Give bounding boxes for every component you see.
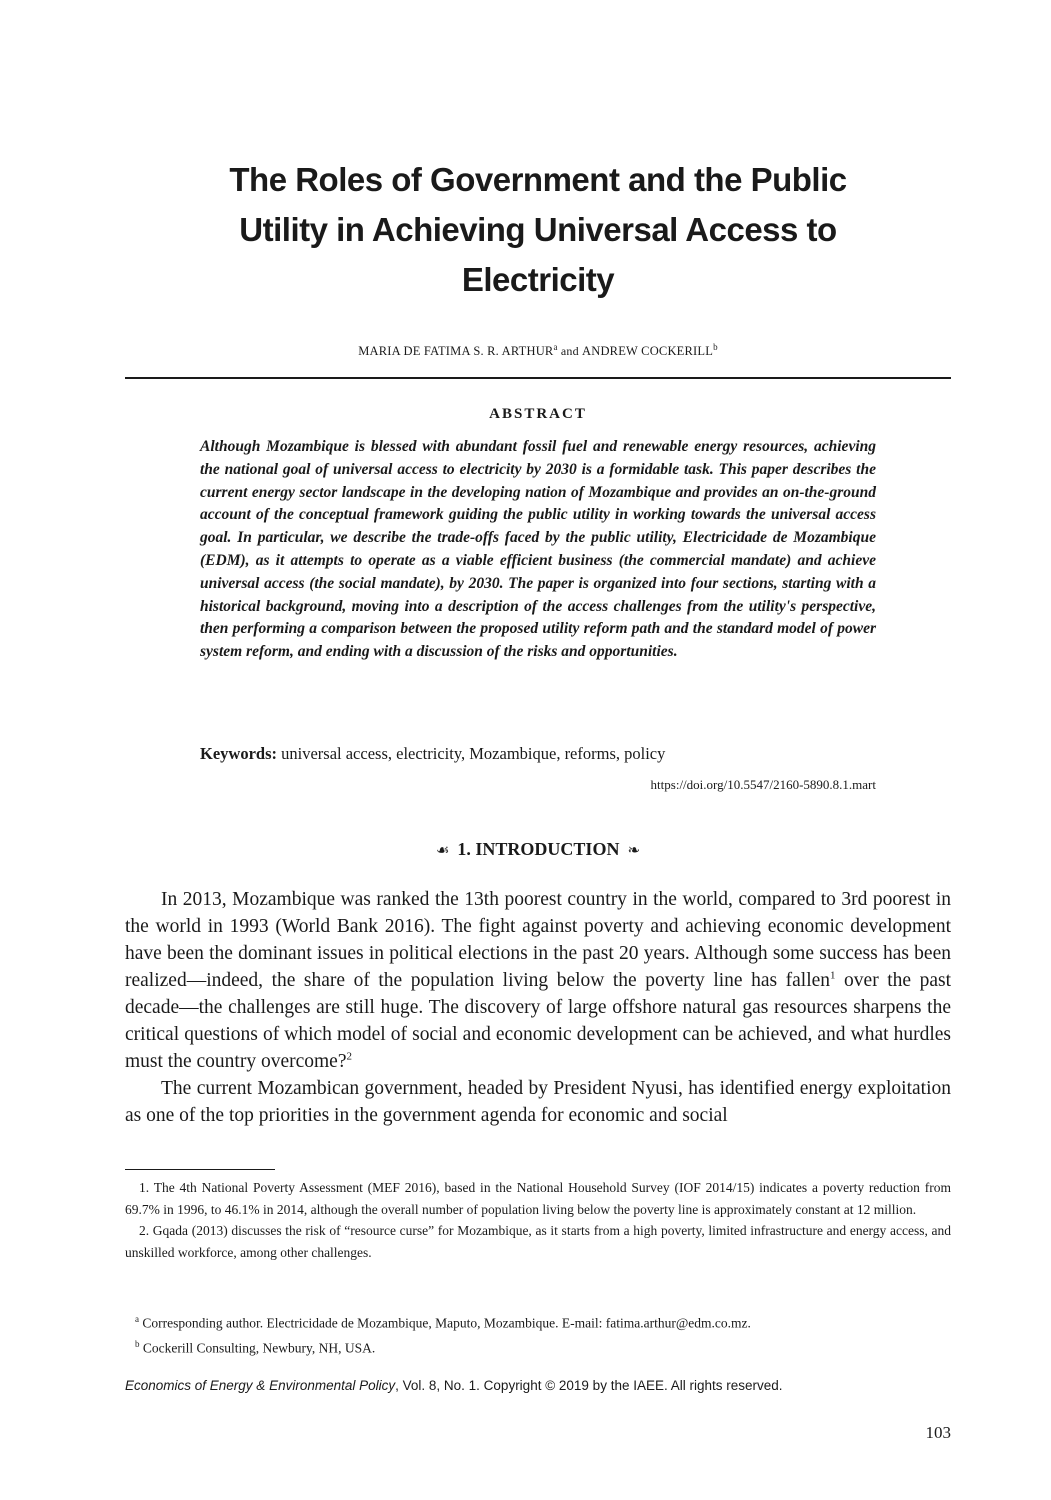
affiliation-b-text: Cockerill Consulting, Newbury, NH, USA. xyxy=(139,1340,376,1355)
affiliation-a-mark: a xyxy=(135,1314,139,1324)
journal-name: Economics of Energy & Environmental Policy xyxy=(125,1378,396,1393)
footnote-ref-2[interactable]: 2 xyxy=(346,1050,352,1063)
keywords-line xyxy=(200,744,876,764)
title-line-3: Electricity xyxy=(461,261,615,298)
journal-details: , Vol. 8, No. 1. Copyright © 2019 by the IAEE. All rights reserved. xyxy=(395,1378,783,1393)
keywords-text: universal access, electricity, Mozambique, reforms, policy xyxy=(277,744,666,763)
ornament-left-icon: ☙ xyxy=(435,843,450,859)
footnote-ref-1[interactable]: 1 xyxy=(830,969,836,982)
footnote-2: 2. Gqada (2013) discusses the risk of “resource curse” for Mozambique, as it starts from a high poverty, limited infrastructure and energy access, and unskilled workforce, among other challenges. xyxy=(125,1223,951,1260)
author-2-name: ANDREW COCKERILL xyxy=(582,344,714,359)
affiliation-a xyxy=(125,1309,951,1334)
author-2-mark: b xyxy=(713,342,718,352)
title-line-1: The Roles of Government and the Public xyxy=(229,161,847,198)
author-1-name: MARIA DE FATIMA S. R. ARTHUR xyxy=(358,344,554,359)
paragraph-1 xyxy=(125,886,951,1075)
author-line xyxy=(125,342,951,359)
section-title: 1. INTRODUCTION xyxy=(457,839,620,859)
affiliation-b-mark: b xyxy=(135,1338,140,1349)
page-number: 103 xyxy=(925,1423,951,1442)
body-text xyxy=(125,886,951,1129)
header-rule xyxy=(125,377,951,379)
footnote-1: 1. The 4th National Poverty Assessment (MEF 2016), based in the National Household Survey (IOF 2014/15) indicates a poverty reduction from 69.7% in 1996, to 46.1% in 2014, although the overall number of population living below the poverty line is approximately constant at 12 million. xyxy=(125,1180,951,1217)
paragraph-2: The current Mozambican government, headed by President Nyusi, has identified energy exploitation as one of the top priorities in the government agenda for economic and social xyxy=(125,1078,951,1126)
paragraph-1-part-a: In 2013, Mozambique was ranked the 13th poorest country in the world, compared to 3rd poorest in the world in 1993 (World Bank 2016). The fight against poverty and achieving economic development have been the dominant issues in political elections in the past 20 years. Although some success has been realized—indeed, the share of the population living below the poverty line has fallen xyxy=(125,889,951,991)
abstract-body: Although Mozambique is blessed with abundant fossil fuel and renewable energy resources, achieving the national goal of universal access to electricity by 2030 is a formidable task. This paper describes the current energy sector landscape in the developing nation of Mozambique and provides an on-the-ground account of the conceptual framework guiding the public utility in working towards the universal access goal. In particular, we describe the trade-offs faced by the public utility, Electricidade de Mozambique (EDM), as it attempts to operate as a viable efficient business (the commercial mandate) and achieve universal access (the social mandate), by 2030. The paper is organized into four sections, starting with a historical background, moving into a description of the access challenges from the utility's perspective, then performing a comparison between the proposed utility reform path and the standard model of power system reform, and ending with a discussion of the risks and opportunities. xyxy=(200,438,876,661)
section-heading xyxy=(125,839,951,860)
doi-link[interactable]: https://doi.org/10.5547/2160-5890.8.1.mart xyxy=(650,777,876,792)
footnote-rule xyxy=(125,1169,275,1170)
paragraph-1-part-b: over the past decade—the challenges are still huge. The discovery of large offshore natural gas resources sharpens the critical questions of which model of social and economic development can be achieved, and what hurdles must the country overcome? xyxy=(125,970,951,1072)
author-joiner: and xyxy=(557,344,582,359)
affiliation-b xyxy=(125,1334,951,1359)
affiliations xyxy=(125,1309,951,1358)
keywords-label: Keywords: xyxy=(200,744,277,763)
author-1-mark: a xyxy=(553,342,558,352)
abstract-heading: ABSTRACT xyxy=(489,406,587,422)
journal-citation xyxy=(125,1378,951,1393)
ornament-right-icon: ❧ xyxy=(627,843,641,859)
footnotes xyxy=(125,1177,951,1263)
title-line-2: Utility in Achieving Universal Access to xyxy=(239,211,837,248)
affiliation-a-text: Corresponding author. Electricidade de Mozambique, Maputo, Mozambique. E-mail: fatima.arthur@edm.co.mz. xyxy=(139,1315,751,1331)
paper-title xyxy=(125,155,951,305)
